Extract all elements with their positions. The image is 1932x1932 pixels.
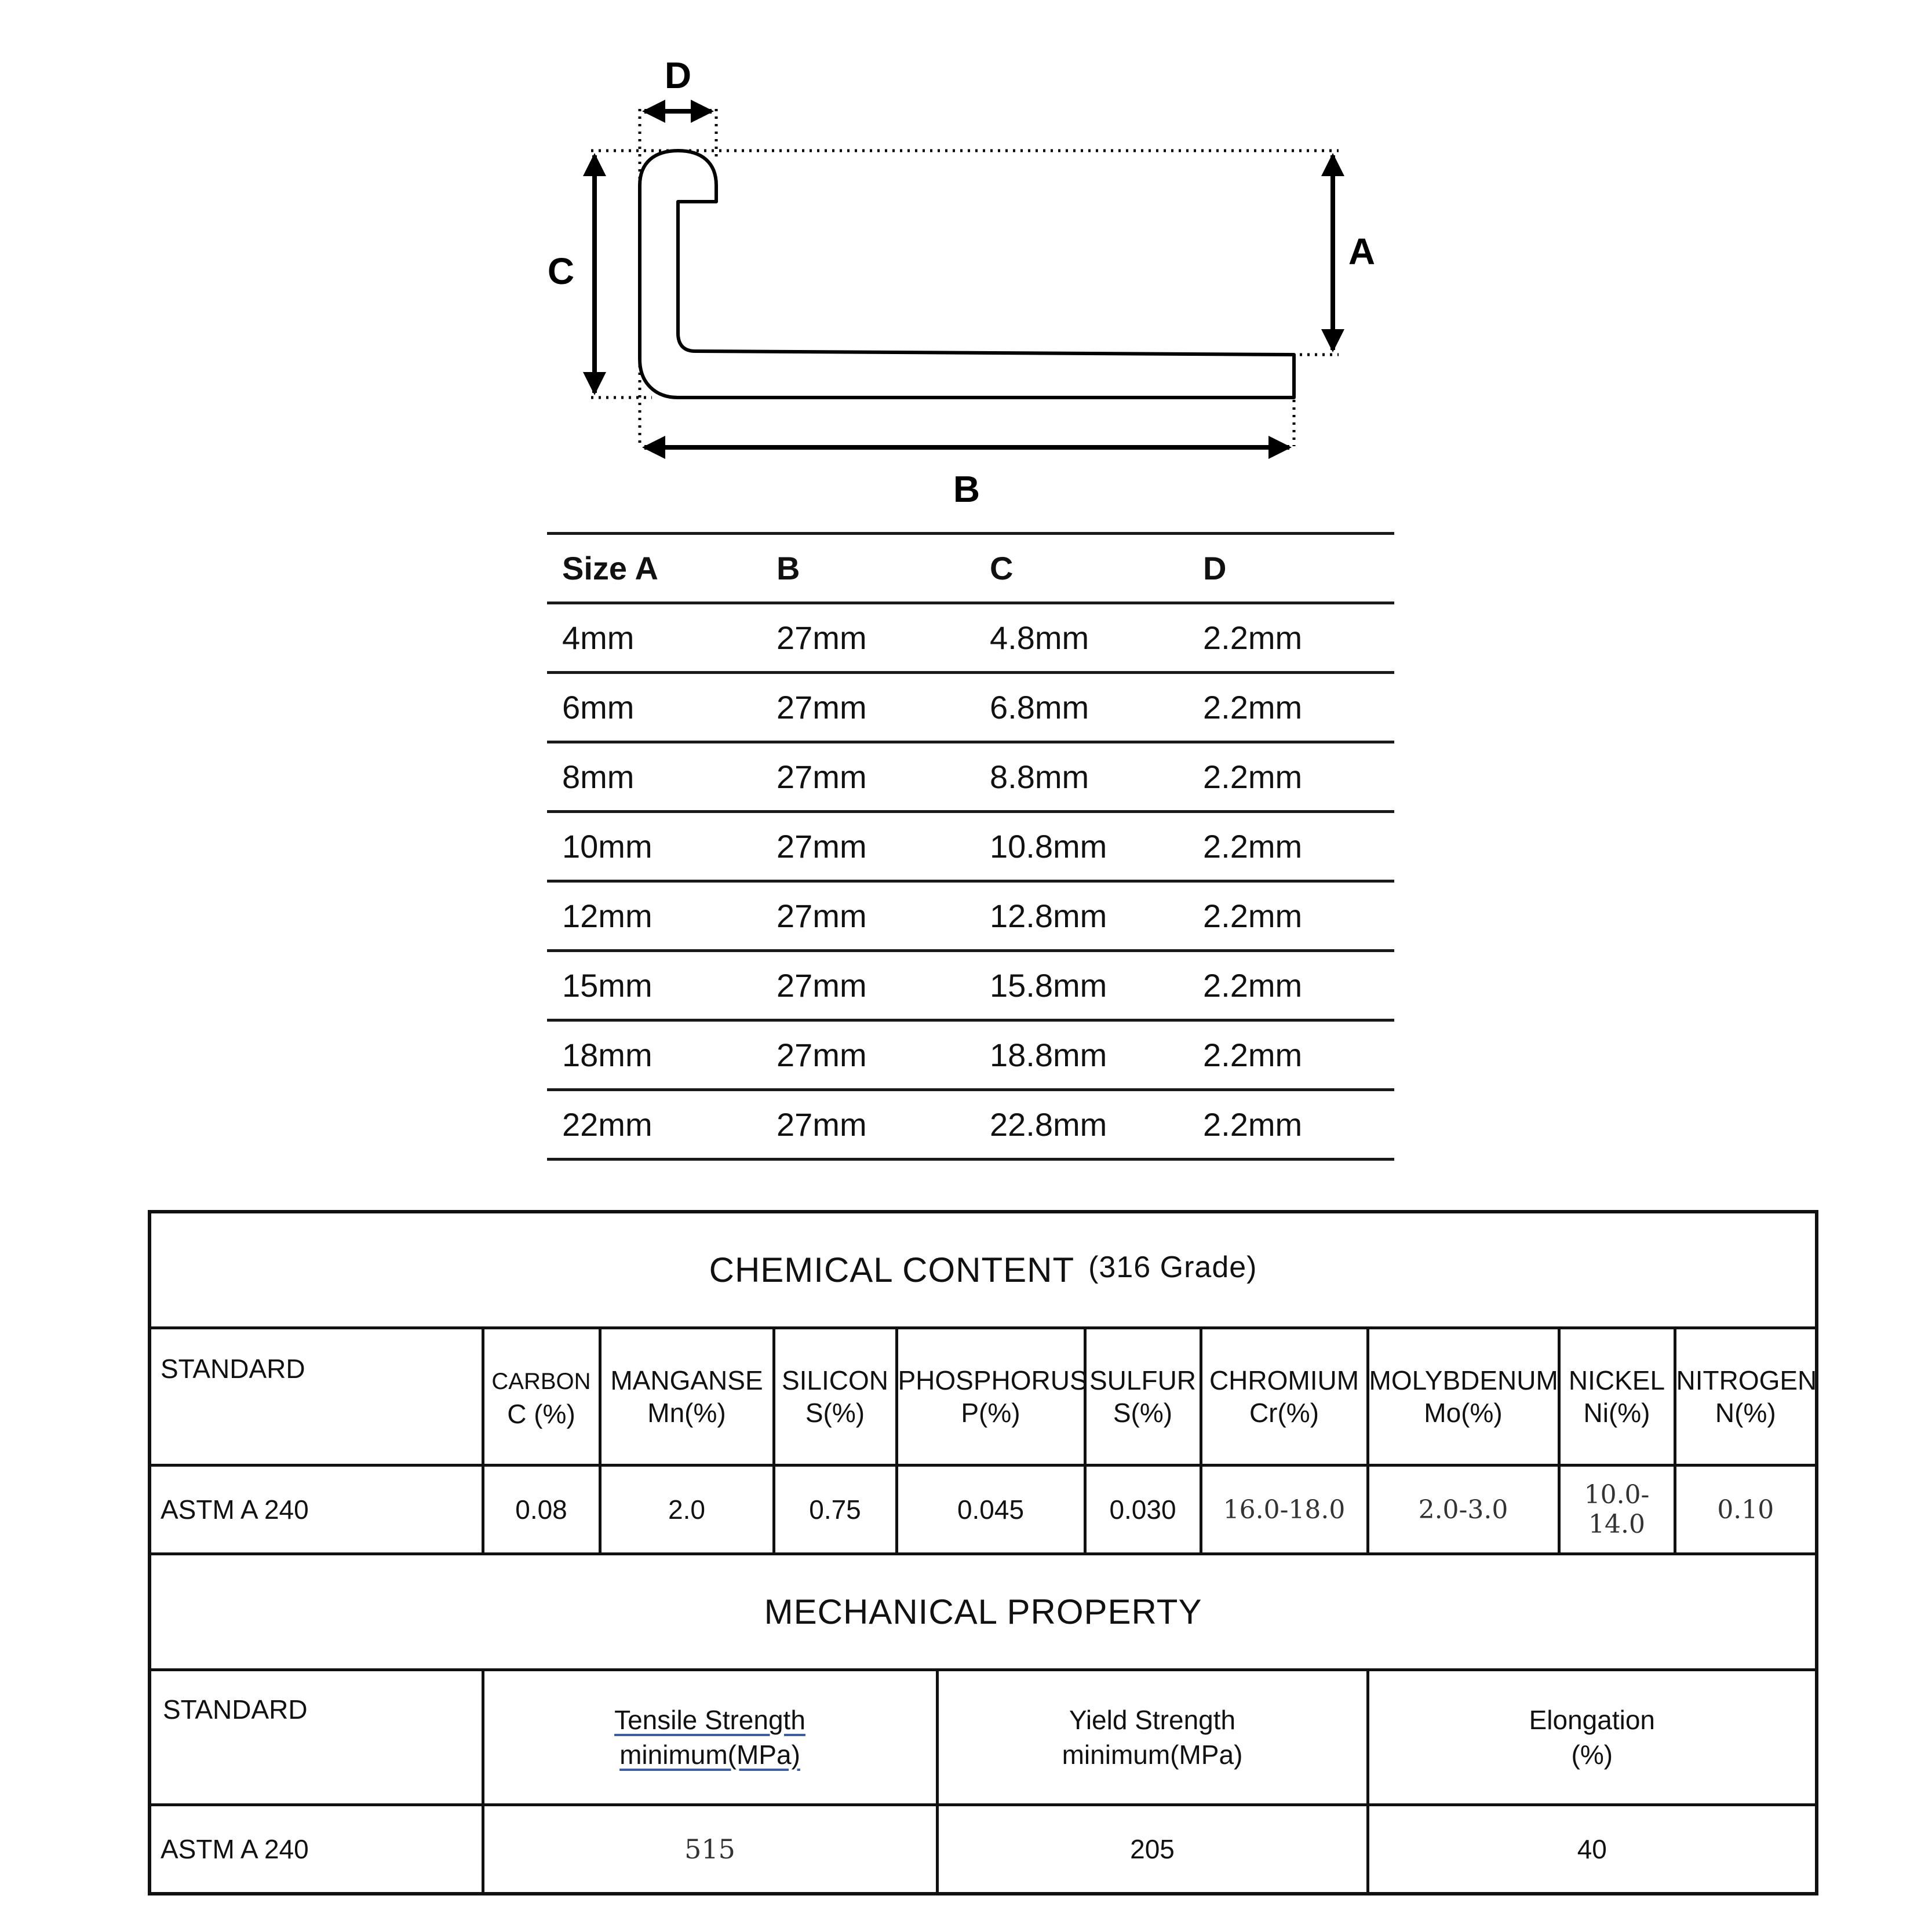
size-cell: 18.8mm — [975, 1020, 1188, 1090]
table-row — [547, 673, 1394, 742]
size-table — [547, 532, 1394, 1161]
size-table-header-row — [547, 534, 1394, 603]
chemical-col-header: CARBON C (%) — [483, 1328, 600, 1466]
chemical-col-header: MOLYBDENUM Mo(%) — [1368, 1328, 1559, 1466]
chemical-col-header: SILICON S(%) — [774, 1328, 896, 1466]
elongation-value: 40 — [1368, 1805, 1817, 1894]
chemical-header-row — [150, 1328, 1817, 1466]
size-cell: 22.8mm — [975, 1090, 1188, 1160]
size-cell: 6mm — [547, 673, 761, 742]
size-cell: 15.8mm — [975, 951, 1188, 1020]
chemical-standard-value: ASTM A 240 — [150, 1466, 483, 1554]
mechanical-standard-value: ASTM A 240 — [150, 1805, 483, 1894]
table-row — [547, 951, 1394, 1020]
size-cell: 27mm — [761, 1020, 975, 1090]
dimension-label-d: D — [664, 54, 692, 96]
mechanical-property-title — [150, 1554, 1817, 1670]
chemical-standard-header: STANDARD — [150, 1328, 483, 1466]
table-row — [547, 603, 1394, 673]
chemical-value: 0.08 — [483, 1466, 600, 1554]
size-cell: 10.8mm — [975, 812, 1188, 881]
size-cell: 8.8mm — [975, 742, 1188, 812]
trim-profile-shape — [640, 151, 1294, 398]
profile-diagram — [0, 0, 1932, 522]
size-cell: 4.8mm — [975, 603, 1188, 673]
table-row — [547, 742, 1394, 812]
size-cell: 12.8mm — [975, 881, 1188, 951]
table-row — [547, 812, 1394, 881]
chemical-value: 0.10 — [1675, 1466, 1817, 1554]
tensile-strength-value: 515 — [483, 1805, 937, 1894]
size-cell: 8mm — [547, 742, 761, 812]
size-cell: 2.2mm — [1188, 812, 1394, 881]
size-cell: 27mm — [761, 603, 975, 673]
table-row — [547, 1020, 1394, 1090]
chemical-value: 2.0-3.0 — [1368, 1466, 1559, 1554]
size-cell: 12mm — [547, 881, 761, 951]
chemical-value: 16.0-18.0 — [1201, 1466, 1368, 1554]
size-cell: 2.2mm — [1188, 1090, 1394, 1160]
chemical-value: 10.0-14.0 — [1559, 1466, 1675, 1554]
mechanical-title-light: PROPERTY — [1007, 1592, 1202, 1631]
chemical-value: 0.045 — [896, 1466, 1085, 1554]
size-col-a-header: Size A — [547, 534, 761, 603]
size-cell: 2.2mm — [1188, 673, 1394, 742]
elongation-header: Elongation (%) — [1368, 1670, 1817, 1805]
mechanical-title-bold: MECHANICAL — [764, 1592, 997, 1631]
size-cell: 27mm — [761, 951, 975, 1020]
yield-strength-value: 205 — [937, 1805, 1368, 1894]
size-cell: 2.2mm — [1188, 603, 1394, 673]
size-cell: 2.2mm — [1188, 881, 1394, 951]
size-cell: 27mm — [761, 742, 975, 812]
tensile-strength-header: Tensile Strength minimum(MPa) — [483, 1670, 937, 1805]
size-cell: 18mm — [547, 1020, 761, 1090]
chemical-value: 0.030 — [1085, 1466, 1201, 1554]
table-row — [150, 1805, 1817, 1894]
chemical-title-text: CHEMICAL CONTENT — [709, 1251, 1075, 1289]
size-cell: 2.2mm — [1188, 742, 1394, 812]
chemical-subtitle: (316 Grade) — [1088, 1251, 1257, 1284]
chemical-col-header: CHROMIUM Cr(%) — [1201, 1328, 1368, 1466]
table-row — [547, 881, 1394, 951]
mechanical-standard-header: STANDARD — [150, 1670, 483, 1805]
chemical-col-header: MANGANSE Mn(%) — [600, 1328, 774, 1466]
chemical-value: 2.0 — [600, 1466, 774, 1554]
size-cell: 27mm — [761, 673, 975, 742]
size-cell: 15mm — [547, 951, 761, 1020]
size-cell: 4mm — [547, 603, 761, 673]
size-col-d-header: D — [1188, 534, 1394, 603]
size-col-b-header: B — [761, 534, 975, 603]
extension-lines — [591, 109, 1339, 446]
size-cell: 22mm — [547, 1090, 761, 1160]
properties-table — [148, 1210, 1818, 1895]
size-cell: 2.2mm — [1188, 951, 1394, 1020]
table-row — [547, 1090, 1394, 1160]
chemical-value: 0.75 — [774, 1466, 896, 1554]
dimension-label-c: C — [547, 250, 575, 292]
chemical-col-header: SULFUR S(%) — [1085, 1328, 1201, 1466]
size-cell: 27mm — [761, 1090, 975, 1160]
mechanical-header-row — [150, 1670, 1817, 1805]
chemical-col-header: NICKEL Ni(%) — [1559, 1328, 1675, 1466]
yield-strength-header: Yield Strength minimum(MPa) — [937, 1670, 1368, 1805]
table-row — [150, 1466, 1817, 1554]
chemical-col-header: PHOSPHORUS P(%) — [896, 1328, 1085, 1466]
size-cell: 6.8mm — [975, 673, 1188, 742]
size-col-c-header: C — [975, 534, 1188, 603]
size-cell: 2.2mm — [1188, 1020, 1394, 1090]
size-cell: 27mm — [761, 881, 975, 951]
size-cell: 27mm — [761, 812, 975, 881]
chemical-content-title — [150, 1212, 1817, 1328]
size-cell: 10mm — [547, 812, 761, 881]
chemical-col-header: NITROGEN N(%) — [1675, 1328, 1817, 1466]
dimension-label-b: B — [953, 468, 980, 510]
dimension-label-a: A — [1348, 231, 1376, 272]
